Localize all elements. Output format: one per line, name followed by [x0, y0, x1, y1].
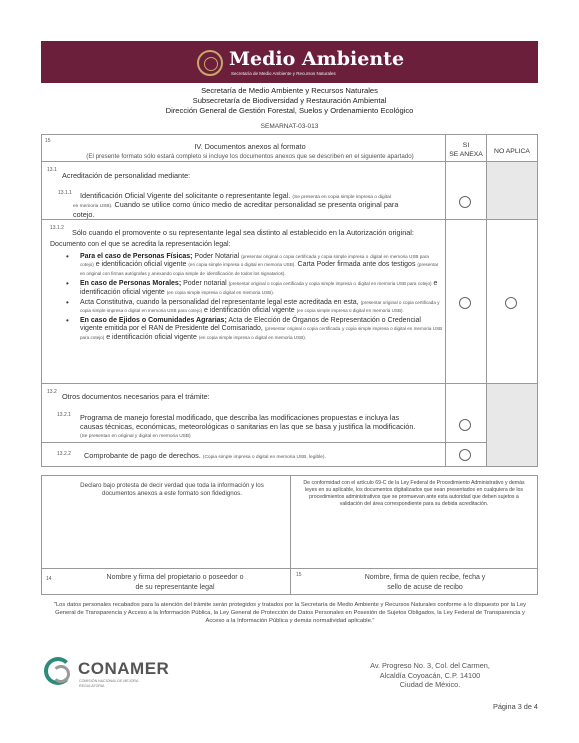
conamer-logo-icon	[44, 657, 72, 685]
item-number: 13.1.1	[58, 190, 72, 196]
item-text: en memoria USB). Cuando se utilice como único medio de acreditar personalidad se presenta original para	[73, 200, 399, 209]
conamer-logo-subtitle: COMISIÓN NACIONAL DE MEJORA REGULATORIA	[79, 679, 139, 688]
header-banner	[41, 41, 538, 83]
col-no-header: NO APLICA	[494, 148, 530, 155]
col-si-header: SI SE ANEXA	[449, 142, 483, 158]
form-code: SEMARNAT-03-013	[260, 123, 319, 130]
annex-radio[interactable]	[459, 196, 471, 208]
field-number: 15	[296, 572, 302, 578]
address: Av. Progreso No. 3, Col. del Carmen, Alcaldía Coyoacán, C.P. 14100 Ciudad de México.	[370, 661, 490, 690]
brand-subtitle: Secretaría de Medio Ambiente y Recursos Naturales	[231, 71, 336, 76]
agency-header	[41, 86, 538, 116]
section-number: 15	[45, 138, 51, 144]
item-text: cotejo.	[73, 210, 95, 219]
item-note: (Se presentan en original y digital en memoria USB)	[80, 434, 191, 439]
agency-line-2: Subsecretaría de Biodiversidad y Restauración Ambiental	[192, 96, 387, 105]
item-number: 13.1.2	[50, 225, 64, 231]
annex-radio[interactable]	[459, 449, 471, 461]
item-text: Programa de manejo forestal modificado, que describa las modificaciones propuestas e incluya las	[80, 413, 400, 422]
list-item: • En caso de Personas Morales; Poder notarial (presentar original o copia certificada y copia simple impresa o digital en memoria USB para cotejo) e identificación oficial vigente (en copia simple impresa o digital en memoria USB).	[74, 280, 443, 297]
conformity-note: De conformidad con el artículo 69-C de la Ley Federal de Procedimiento Administrativo y demás leyes en su aplicable, los documentos digitalizados que sean presentados en cualquiera de los procedimientos administrativos que se promuevan ante esta autoridad que deben sujetos a validación del área correspondiente para su debida acreditación.	[303, 480, 525, 507]
item-text: causas técnicas, económicas, meteorológicas o sanitarias en las que se basa y justifica la modificación.	[80, 422, 416, 431]
section-title: IV. Documentos anexos al formato	[194, 142, 306, 151]
item-label: Otros documentos necesarios para el trámite:	[62, 392, 210, 401]
agency-line-3: Dirección General de Gestión Forestal, Suelos y Ordenamiento Ecológico	[165, 106, 414, 115]
item-text: Identificación Oficial Vigente del solicitante o representante legal. (Se presenta en copia simple impresa o digital	[80, 191, 391, 200]
annex-radio[interactable]	[459, 297, 471, 309]
truth-declaration: Declaro bajo protesta de decir verdad que toda la información y los documentos anexos a este formato son fidedignos.	[80, 482, 264, 497]
representation-documents: Documento con el que se acredita la representación legal: • Para el caso de Personas Físicas; Poder Notarial (presentar original o copia certificada y copia simple impresa o digital en memoria USB para cotejo) e identificación oficial vigente (en copia simple impresa o digital en memoria USB). Carta Poder firmada ante dos testigos (presentar en original con firmas autógrafas y anexando copia simple de identificación de todos los signatarios). • En caso de Personas Morales; Poder notarial (presentar original o copia certificada y copia simple impresa o digital en memoria USB para cotejo) e identificación oficial vigente (en copia simple impresa o digital en memoria USB). • Acta Constitutiva, cuando la personalidad del representante legal este acreditada en esta, (presentar original o copia certificada y copia simple impresa o digital en memoria USB para cotejo) e identificación oficial vigente (en copia simple impresa o digital en memoria USB). • En caso de Ejidos o Comunidades Agrarias; Acta de Elección de Órganos de Representación o Credencial vigente emitida por el RAN de Presidente del Comisariado, (presentar original o copia certificada y copia simple impresa o digital en memoria USB para cotejo) e identificación oficial vigente (en copia simple impresa o digital en memoria USB).	[50, 241, 443, 344]
list-item: • Para el caso de Personas Físicas; Poder Notarial (presentar original o copia certificada y copia simple impresa o digital en memoria USB para cotejo) e identificación oficial vigente (en copia simple impresa o digital en memoria USB). Carta Poder firmada ante dos testigos (presentar en original con firmas autógrafas y anexando copia simple de identificación de todos los signatarios).	[74, 253, 443, 279]
agency-line-1: Secretaría de Medio Ambiente y Recursos Naturales	[201, 86, 378, 95]
item-number: 13.2	[47, 389, 57, 395]
annex-radio[interactable]	[459, 419, 471, 431]
item-number: 13.2.1	[57, 412, 71, 418]
brand-title: Medio Ambiente	[229, 48, 405, 70]
privacy-notice: "Los datos personales recabados para la atención del trámite serán protegidos y tratados por la Secretaría de Medio Ambiente y Recursos Naturales conforme a lo dispuesto por la Ley General de Transparencia y Acceso a la Información Pública, la Ley General de Protección de Datos Personales en Posesión de Sujetos Obligados, la Ley Federal de Transparencia y Acceso a la Información Pública y demás normatividad aplicable."	[53, 602, 527, 624]
receiver-signature-label: Nombre, firma de quien recibe, fecha y sello de acuse de recibo	[364, 574, 486, 591]
field-number: 14	[46, 576, 52, 582]
list-item: • En caso de Ejidos o Comunidades Agrarias; Acta de Elección de Órganos de Representación o Credencial vigente emitida por el RAN de Presidente del Comisariado, (presentar original o copia certificada y copia simple impresa o digital en memoria USB para cotejo) e identificación oficial vigente (en copia simple impresa o digital en memoria USB).	[74, 317, 443, 343]
item-number: 13.2.2	[57, 451, 71, 457]
item-label: Sólo cuando el promovente o su representante legal sea distinto al establecido en la Autorización original:	[72, 228, 414, 237]
item-text: Comprobante de pago de derechos. (Copia simple impresa o digital en memoria USB, legible).	[84, 451, 326, 460]
emblem-icon	[197, 50, 223, 76]
list-item: • Acta Constitutiva, cuando la personalidad del representante legal este acreditada en esta, (presentar original o copia certificada y copia simple impresa o digital en memoria USB para cotejo) e identificación oficial vigente (en copia simple impresa o digital en memoria USB).	[74, 299, 443, 316]
not-applicable-radio[interactable]	[505, 297, 517, 309]
owner-signature-label: Nombre y firma del propietario o poseedor o de su representante legal	[106, 574, 244, 591]
item-label: Acreditación de personalidad mediante:	[62, 171, 191, 180]
page-number: Página 3 de 4	[492, 702, 538, 711]
item-number: 13.1	[47, 167, 57, 173]
conamer-logo-text: CONAMER	[78, 659, 170, 678]
section-note: (El presente formato sólo estará completo si incluye los documentos anexos que se describen en el siguiente apartado)	[86, 153, 414, 160]
